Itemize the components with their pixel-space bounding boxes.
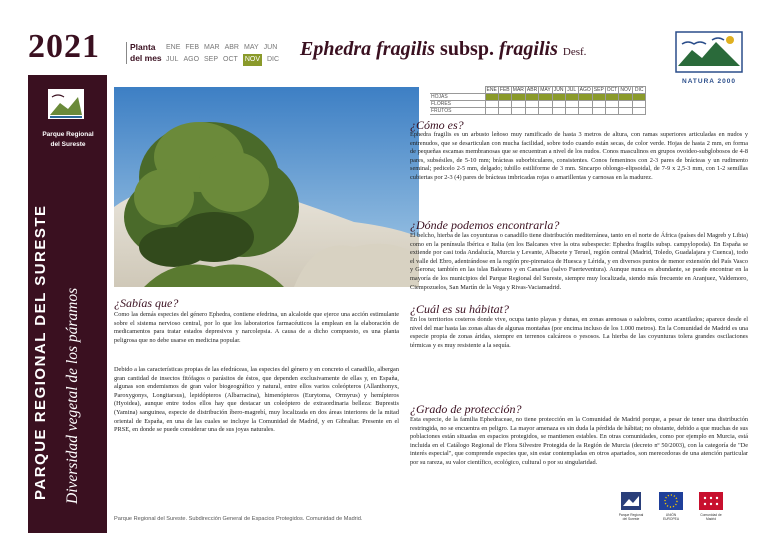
park-logo-icon <box>46 85 86 125</box>
pheno-cell <box>539 108 552 115</box>
pheno-month-header: DIC <box>633 87 646 94</box>
pheno-cell <box>619 101 633 108</box>
pheno-cell <box>578 94 592 101</box>
plant-label-line2: del mes <box>130 53 162 63</box>
species-title <box>300 38 586 61</box>
pheno-cell <box>539 101 552 108</box>
pheno-cell <box>592 101 605 108</box>
heading-sabias: ¿Sabías que? <box>114 296 179 310</box>
pheno-cell <box>619 94 633 101</box>
pheno-cell <box>485 108 498 115</box>
month-ago: AGO <box>183 56 200 63</box>
text-donde: El belcho, hierba de las coyunturas o canadillo tiene distribución mediterránea, tanto en el norte de África (países del Magreb y Libia) como en la península Ibérica e Italia (en los Balcanes vive la otra subespecie: Ephedra fragilis subsp. campylopoda). En España se extiende por casi toda Andalucía, Murcia y Levante, Albacete y Teruel, región central (Madrid, Toledo, Guadalajara y Cuenca), todo el valle del Ebro, adentrándose en la región pre-pirenaica de Huesca y Lérida, y en diversos puntos de menor extensión del País Vasco y Gerona; también en las islas Baleares y en Canarias (salvo Fuerteventura). Aunque nunca es abundante, se puede encontrar en la mayoría de los municipios del Parque Regional del Sureste, siempre muy localizada, siendo más frecuente en Aranjuez, Valdemoro, Ciempozuelos, San Martín de la Vega y Rivas-Vaciamadrid. <box>410 232 748 291</box>
month-may: MAY <box>244 44 259 51</box>
pheno-cell <box>605 108 619 115</box>
pheno-row-label: HOJAS <box>430 94 485 101</box>
vertical-subtitle: Diversidad vegetal de los páramos <box>64 287 81 504</box>
pheno-cell <box>592 108 605 115</box>
pheno-row <box>430 108 646 115</box>
pheno-cell <box>578 101 592 108</box>
natura-label: NATURA 2000 <box>682 78 736 85</box>
heading-como-es: ¿Cómo es? <box>410 118 464 132</box>
natura-2000-logo <box>672 30 746 86</box>
band-park-name <box>31 130 105 150</box>
pheno-month-header: AGO <box>579 87 591 93</box>
pheno-cell <box>633 94 646 101</box>
title-species: Ephedra fragilis <box>300 38 436 60</box>
pheno-row-label: FRUTOS <box>430 108 485 115</box>
pheno-row <box>430 101 646 108</box>
pheno-cell <box>525 101 538 108</box>
pheno-cell <box>592 94 605 101</box>
pheno-cell <box>498 94 511 101</box>
band-park-line1: Parque Regional <box>42 131 94 138</box>
band-park-line2: del Sureste <box>50 141 86 148</box>
vertical-title: PARQUE REGIONAL DEL SURESTE <box>32 204 49 500</box>
text-sabias-2: Debido a las características propias de las efedráceas, las especies del género y en concreto el canadillo, albergan gran cantidad de insectos fitófagos o parásitos de éstos, que dependen exclusivamente de ellas y, en España, algunas son endemismos de gran valor biogeográfico y natural, entre ellos varios coleópteros (Allanthonyx, Paroxygonys, Longitarsus), lepidópteros (Albarracina), himenópteros (Eurytoma, Ormyrus) y hemípteros (Hyoidea), aunque entre todos ellos hay que destacar un coleóptero de extraordinaria belleza: Buprestis (Yamina) sanguinea, especie de distribución íbero-magrebí, muy localizada en dos áreas interiores de la mitad oriental de España, en una de las cuales se incluye la Comunidad de Madrid, y en Gibraltar. Presente en el PRSE, en donde se puede considerar una de sus joyas naturales. <box>114 366 399 434</box>
logo2-label: UNIÓN EUROPEA <box>662 513 680 521</box>
month-dic: DIC <box>266 56 280 63</box>
month-oct: OCT <box>223 56 238 63</box>
logo3-label: Comunidad de Madrid <box>700 513 722 521</box>
month-jun: JUN <box>263 44 278 51</box>
pheno-cell <box>498 108 511 115</box>
title-author: Desf. <box>562 46 587 58</box>
year-label: 2021 <box>28 28 100 65</box>
heading-habitat: ¿Cuál es su hábitat? <box>410 302 510 316</box>
title-variety: fragilis <box>498 38 558 60</box>
pheno-month-header: JUL <box>565 87 578 94</box>
eu-logo <box>658 490 684 521</box>
month-jul: JUL <box>166 56 179 63</box>
month-mar: MAR <box>204 44 220 51</box>
month-feb: FEB <box>185 44 200 51</box>
pheno-cell <box>511 108 525 115</box>
pheno-month-header: ENE <box>486 87 497 93</box>
pheno-month-header: MAR <box>512 87 524 93</box>
month-selector <box>166 42 279 66</box>
pheno-month-header: MAY <box>540 87 551 93</box>
plant-label-line1: Planta <box>130 42 156 52</box>
pheno-cell <box>552 108 565 115</box>
pheno-cell <box>565 108 578 115</box>
pheno-row <box>430 94 646 101</box>
month-abr: ABR <box>224 44 239 51</box>
pheno-month-header: JUN <box>553 87 564 93</box>
pheno-cell <box>578 108 592 115</box>
phenology-table <box>430 86 646 115</box>
logo1-label: Parque Regional del Sureste <box>618 513 644 521</box>
pheno-month-header: SEP <box>593 87 604 93</box>
plant-photo <box>114 87 419 287</box>
text-como-es: Ephedra fragilis es un arbusto leñoso muy ramificado de hasta 3 metros de altura, con ramas superiores articuladas en nudos y entrenudos, que se desarticulan con mucha facilidad, sobre todo cuando están secas, de color verde. Hojas de hasta 2 mm, en forma de pequeñas escamas membranosas que se encuentran a nivel de los nudos. Conos masculinos en grupos ovoideo-subglobosos de 4-8 pares, subsésiles, de 5-10 mm; brácteas suborbiculares, consistentes. Conos femeninos con 2-3 pares de brácteas y un rudimento seminal; pedicelo 2-5 mm, delgado; tubillo estiliforme de 3 mm. Sincarpo oblongo-elipsoidal, de 7-9 x 2,5-3 mm, con 1-2 semillas cubiertas por 2-3 (4) pares de brácteas imbricadas rojas o amarillentas y carnosas en la madurez. <box>410 131 748 181</box>
month-ene: ENE <box>166 44 181 51</box>
plant-of-month-label <box>126 42 162 64</box>
pheno-cell <box>511 101 525 108</box>
text-grado: Esta especie, de la familia Ephedraceae, no tiene protección en la Comunidad de Madrid porque, a pesar de tener una distribución restringida, no se encuentra en peligro. La mayor amenaza es sin duda la pérdida de hábitat; no obstante, debido a que muchas de sus poblaciones están situadas en espacios protegidos, se mantienen estables. En otras comunidades, como por ejemplo en Murcia, está incluida en el Catálogo Regional de Flora Silvestre Protegida de la Región de Murcia (decreto nº 50/2003), con la categoría de "De interés especial", que comprende especies que, sin estar contempladas en otros apartados, son merecedoras de una atención particular por su rareza, su valor científico, ecológico, cultural o por su singularidad. <box>410 416 748 466</box>
pheno-cell <box>605 94 619 101</box>
pheno-cell <box>633 108 646 115</box>
month-sep: SEP <box>204 56 219 63</box>
pheno-cell <box>485 101 498 108</box>
pheno-cell <box>525 94 538 101</box>
pheno-cell <box>605 101 619 108</box>
text-sabias-1: Como las demás especies del género Ephedra, contiene efedrina, un alcaloide que ejerce una acción estimulante sobre el sistema nervioso central, por lo que los laboratorios farmacéuticos la emplean en la elaboración de medicamentos para tratar estados depresivos y narcolepsia. A causa de a dicho compuesto, es una planta peligrosa que no debe usarse en medicina popular. <box>114 311 399 344</box>
heading-donde: ¿Dónde podemos encontrarla? <box>410 218 560 232</box>
pheno-cell <box>552 94 565 101</box>
pheno-month-header: FEB <box>499 87 510 93</box>
pheno-cell <box>619 108 633 115</box>
pheno-row-label: FLORES <box>430 101 485 108</box>
pheno-cell <box>511 94 525 101</box>
pheno-cell <box>498 101 511 108</box>
pheno-month-header: NOV <box>620 87 632 93</box>
pheno-month-header: OCT <box>606 87 618 93</box>
park-footer-logo <box>618 490 644 521</box>
month-nov: NOV <box>243 54 262 66</box>
pheno-cell <box>485 94 498 101</box>
pheno-cell <box>525 108 538 115</box>
pheno-cell <box>565 94 578 101</box>
pheno-cell <box>539 94 552 101</box>
title-subsp: subsp. <box>440 38 494 60</box>
pheno-cell <box>633 101 646 108</box>
madrid-logo <box>698 490 724 521</box>
footer-credit: Parque Regional del Sureste. Subdirección General de Espacios Protegidos. Comunidad de Madrid. <box>114 516 363 522</box>
footer-logos <box>618 490 724 521</box>
pheno-month-header: ABR <box>526 87 538 93</box>
text-habitat: En los territorios costeros donde vive, ocupa tanto playas y dunas, en zonas arenosas o salobres, como acantilados; aparece desde el nivel del mar hasta las zonas altas de algunas montañas (por encima incluso de los 1.000 metros). En la Comunidad de Madrid es una especie propia de zonas áridas, siempre en terrenos calcáreos o yesosos. La hierba de las coyunturas tolera grandes oscilaciones térmicas y es muy resistente a la sequía. <box>410 316 748 349</box>
heading-grado: ¿Grado de protección? <box>410 402 522 416</box>
pheno-cell <box>552 101 565 108</box>
pheno-cell <box>565 101 578 108</box>
